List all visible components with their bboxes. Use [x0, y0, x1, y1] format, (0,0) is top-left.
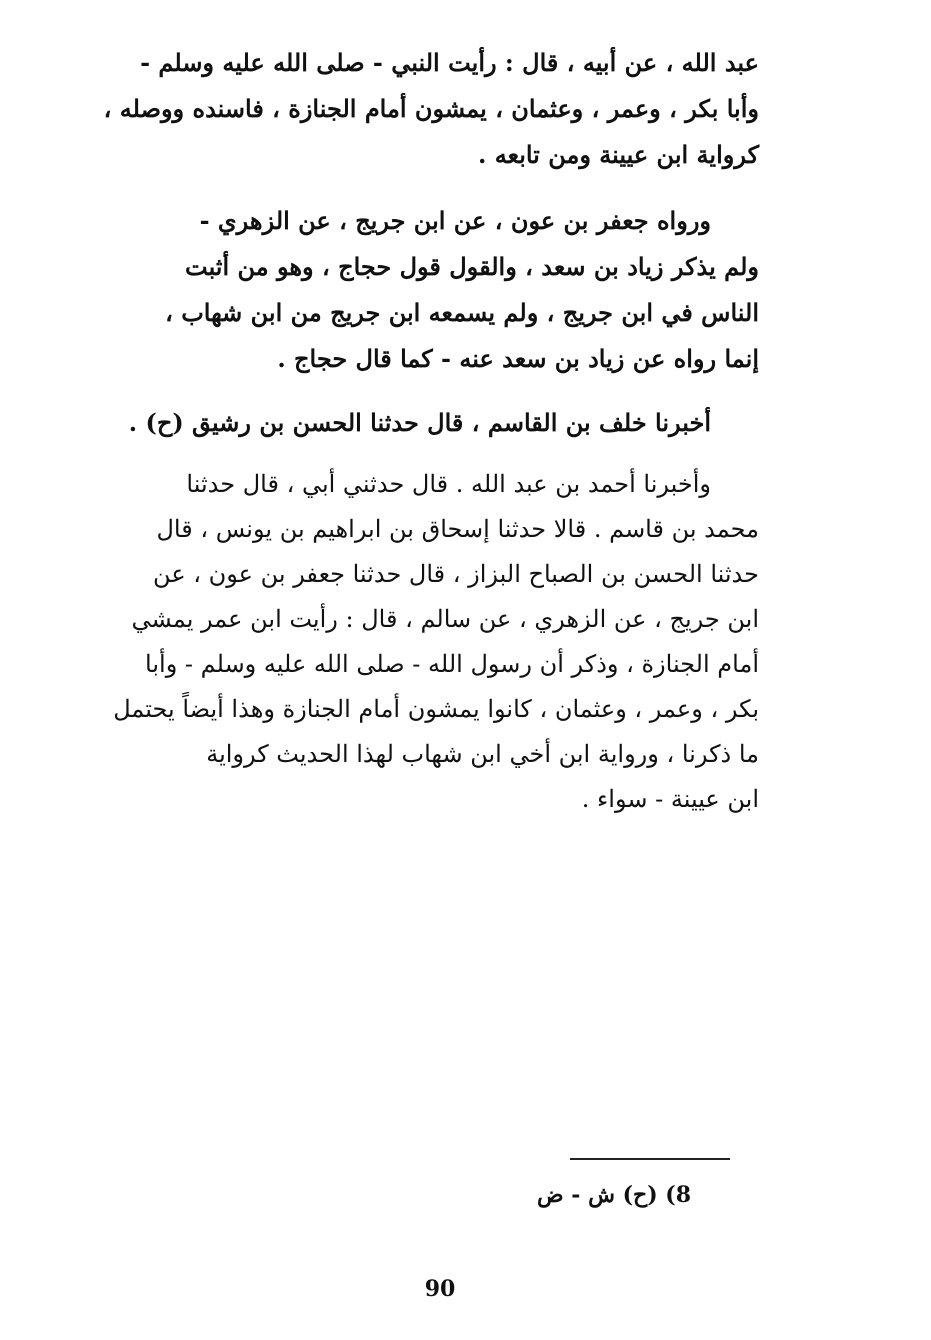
paragraph-1: [103, 40, 759, 178]
text-line: ولم يذكر زياد بن سعد ، والقول قول حجاج ، وهو من أثبت: [185, 252, 759, 281]
text-line: ما ذكرنا ، ورواية ابن أخي ابن شهاب لهذا الحديث كرواية: [206, 740, 759, 768]
text-line: الناس في ابن جريج ، ولم يسمعه ابن جريج من ابن شهاب ،: [165, 298, 759, 327]
text-line: ابن جريج ، عن الزهري ، عن سالم ، قال : رأيت ابن عمر يمشي: [131, 605, 759, 633]
paragraph-2: [109, 198, 759, 382]
text-line: عبد الله ، عن أبيه ، قال : رأيت النبي - صلى الله عليه وسلم -: [140, 48, 759, 77]
text-line: أخبرنا خلف بن القاسم ، قال حدثنا الحسن بن رشيق (ح) .: [128, 408, 711, 437]
text-line: محمد بن قاسم . قالا حدثنا إسحاق بن ابراهيم بن يونس ، قال: [156, 515, 759, 543]
page-number: 90: [424, 1276, 456, 1302]
footnote: 8) (ح) ش - ض: [537, 1182, 691, 1208]
text-line: وأخبرنا أحمد بن عبد الله . قال حدثني أبي ، قال حدثنا: [186, 470, 711, 498]
text-line: حدثنا الحسن بن الصباح البزاز ، قال حدثنا جعفر بن عون ، عن: [153, 560, 759, 588]
text-line: بكر ، وعمر ، وعثمان ، كانوا يمشون أمام الجنازة وهذا أيضاً يحتمل: [113, 695, 759, 723]
text-line: أمام الجنازة ، وذكر أن رسول الله - صلى الله عليه وسلم - وأبا: [145, 650, 759, 678]
text-line: ابن عيينة - سواء .: [581, 785, 759, 813]
text-line: وأبا بكر ، وعمر ، وعثمان ، يمشون أمام الجنازة ، فاسنده ووصله ،: [103, 94, 759, 123]
footnote-divider: [570, 1158, 730, 1160]
text-line: إنما رواه عن زياد بن سعد عنه - كما قال حجاج .: [277, 344, 759, 373]
paragraph-4: [109, 462, 759, 822]
text-line: ورواه جعفر بن عون ، عن ابن جريج ، عن الزهري -: [199, 206, 711, 235]
text-line: كرواية ابن عيينة ومن تابعه .: [478, 140, 759, 169]
paragraph-3: [109, 400, 759, 446]
